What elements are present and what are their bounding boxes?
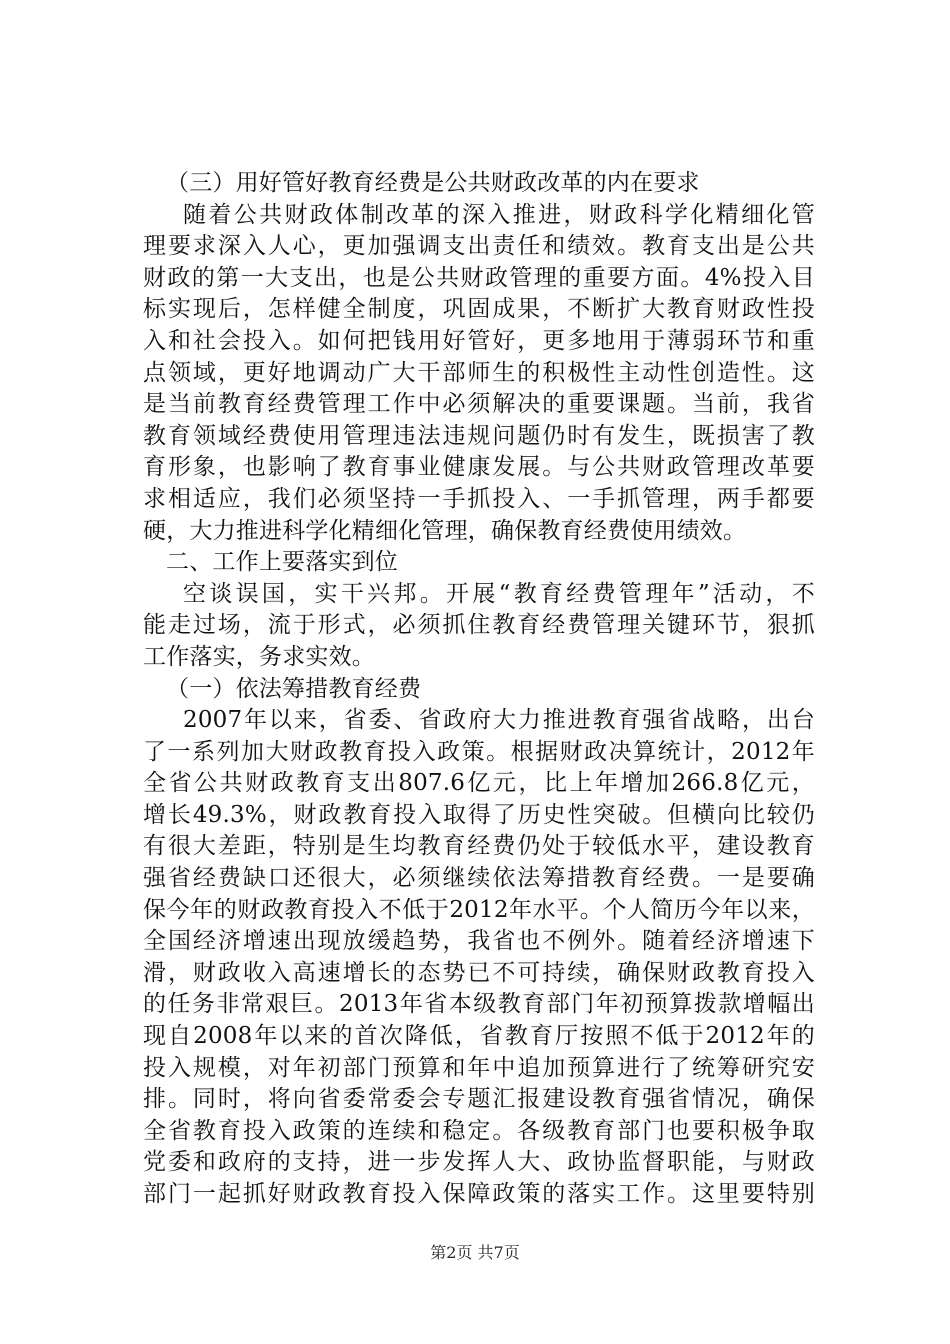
text-line: 投入规模，对年初部门预算和年中追加预算进行了统筹研究安 <box>143 1054 815 1081</box>
text-line: 入和社会投入。如何把钱用好管好，更多地用于薄弱环节和重 <box>143 327 815 354</box>
text-line: 标实现后，怎样健全制度，巩固成果，不断扩大教育财政性投 <box>143 296 815 323</box>
text-line: 理要求深入人心，更加强调支出责任和绩效。教育支出是公共 <box>143 233 815 260</box>
text-line: 现自2008年以来的首次降低，省教育厅按照不低于2012年的 <box>143 1023 815 1050</box>
text-line: （三）用好管好教育经费是公共财政改革的内在要求 <box>166 170 700 196</box>
text-line: 部门一起抓好财政教育投入保障政策的落实工作。这里要特别 <box>143 1181 815 1207</box>
text-line: 的任务非常艰巨。2013年省本级教育部门年初预算拨款增幅出 <box>143 991 815 1018</box>
text-line: 2007年以来，省委、省政府大力推进教育强省战略，出台 <box>183 707 815 734</box>
text-line: 党委和政府的支持，进一步发挥人大、政协监督职能，与财政 <box>143 1149 815 1176</box>
text-line: 财政的第一大支出，也是公共财政管理的重要方面。4%投入目 <box>143 264 815 291</box>
text-line: 二、工作上要落实到位 <box>166 549 398 576</box>
text-line: 是当前教育经费管理工作中必须解决的重要课题。当前，我省 <box>143 391 815 418</box>
text-line: 了一系列加大财政教育投入政策。根据财政决算统计，2012年 <box>143 738 815 765</box>
text-line: 保今年的财政教育投入不低于2012年水平。个人简历今年以来， <box>143 896 815 923</box>
text-line: 点领域，更好地调动广大干部师生的积极性主动性创造性。这 <box>143 359 815 386</box>
text-line: 有很大差距，特别是生均教育经费仍处于较低水平，建设教育 <box>143 833 815 860</box>
text-line: 能走过场，流于形式，必须抓住教育经费管理关键环节，狠抓 <box>143 612 815 639</box>
text-line: 求相适应，我们必须坚持一手抓投入、一手抓管理，两手都要 <box>143 485 815 512</box>
text-line: 空谈误国，实干兴邦。开展“教育经费管理年”活动，不 <box>183 580 815 607</box>
text-line: 教育领域经费使用管理违法违规问题仍时有发生，既损害了教 <box>143 422 815 449</box>
text-line: 增长49.3%，财政教育投入取得了历史性突破。但横向比较仍 <box>143 801 815 828</box>
text-line: 育形象，也影响了教育事业健康发展。与公共财政管理改革要 <box>143 454 815 481</box>
text-line: 全省公共财政教育支出807.6亿元，比上年增加266.8亿元， <box>143 770 815 797</box>
text-line: 全省教育投入政策的连续和稳定。各级教育部门也要积极争取 <box>143 1117 815 1144</box>
text-line: 强省经费缺口还很大，必须继续依法筹措教育经费。一是要确 <box>143 865 815 892</box>
text-line: 随着公共财政体制改革的深入推进，财政科学化精细化管 <box>183 201 815 228</box>
text-line: （一）依法筹措教育经费 <box>166 675 422 702</box>
document-body <box>143 168 815 1211</box>
text-line: 硬，大力推进科学化精细化管理，确保教育经费使用绩效。 <box>143 517 747 544</box>
text-line: 排。同时，将向省委常委会专题汇报建设教育强省情况，确保 <box>143 1086 815 1113</box>
text-line: 全国经济增速出现放缓趋势，我省也不例外。随着经济增速下 <box>143 928 815 955</box>
text-line: 滑，财政收入高速增长的态势已不可持续，确保财政教育投入 <box>143 959 815 986</box>
page-footer: 第2页 共7页 <box>430 1243 520 1262</box>
text-line: 工作落实，务求实效。 <box>143 643 375 670</box>
